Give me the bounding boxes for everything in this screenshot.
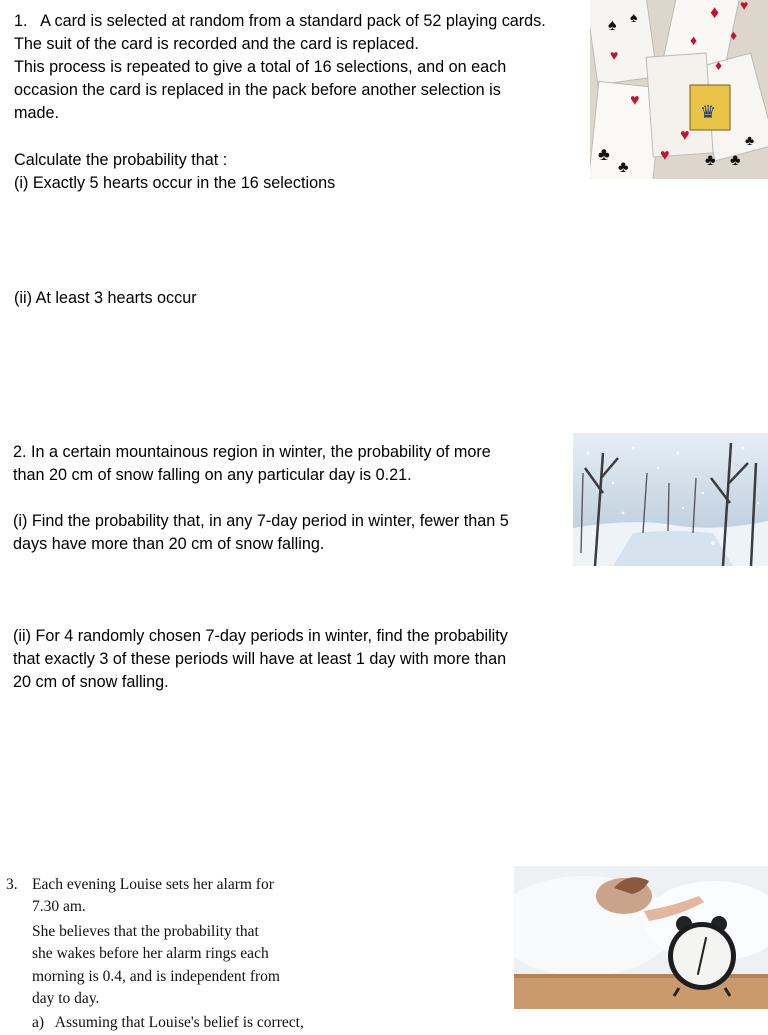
q1-part-i: (i) Exactly 5 hearts occur in the 16 selections bbox=[14, 174, 336, 192]
q3-line-3: She believes that the probability that bbox=[32, 923, 259, 940]
q3-line-2: 7.30 am. bbox=[32, 898, 86, 915]
svg-text:♣: ♣ bbox=[618, 159, 629, 176]
q3-line-1: Each evening Louise sets her alarm for bbox=[32, 876, 274, 893]
svg-text:♦: ♦ bbox=[715, 57, 723, 73]
q2-part-ii-line-2: that exactly 3 of these periods will have at least 1 day with more than bbox=[13, 650, 507, 668]
svg-text:♣: ♣ bbox=[745, 132, 755, 148]
q2-part-ii-line-1: (ii) For 4 randomly chosen 7-day periods in winter, find the probability bbox=[13, 627, 508, 645]
snowy-forest-icon bbox=[573, 433, 768, 566]
svg-text:♣: ♣ bbox=[598, 144, 610, 164]
q2-part-ii-line-3: 20 cm of snow falling. bbox=[13, 673, 169, 691]
q1-line-2: The suit of the card is recorded and the card is replaced. bbox=[14, 35, 419, 53]
q3-line-7: a) Assuming that Louise's belief is correct, bbox=[32, 1014, 304, 1031]
q2-line-2: than 20 cm of snow falling on any particular day is 0.21. bbox=[13, 466, 412, 484]
svg-text:♠: ♠ bbox=[608, 17, 617, 34]
svg-text:♥: ♥ bbox=[660, 147, 670, 164]
playing-cards-image bbox=[590, 0, 768, 179]
svg-text:♠: ♠ bbox=[630, 9, 638, 25]
svg-text:♦: ♦ bbox=[730, 27, 738, 43]
q2-part-i-line-1: (i) Find the probability that, in any 7-day period in winter, fewer than 5 bbox=[13, 512, 509, 530]
alarm-clock-icon bbox=[514, 866, 768, 1009]
svg-text:♛: ♛ bbox=[700, 102, 717, 122]
playing-cards-icon bbox=[590, 0, 768, 179]
svg-text:♣: ♣ bbox=[705, 152, 716, 169]
q1-line-5: made. bbox=[14, 104, 59, 122]
snowy-forest-image bbox=[573, 433, 768, 566]
q3-number: 3. bbox=[6, 876, 18, 893]
q3-line-6: day to day. bbox=[32, 990, 100, 1007]
svg-text:♥: ♥ bbox=[610, 47, 619, 63]
q3-line-5: morning is 0.4, and is independent from bbox=[32, 968, 280, 985]
svg-text:♦: ♦ bbox=[710, 2, 720, 22]
q2-part-i-line-2: days have more than 20 cm of snow falling. bbox=[13, 535, 325, 553]
q1-prompt: Calculate the probability that : bbox=[14, 151, 228, 169]
svg-text:♦: ♦ bbox=[690, 32, 698, 48]
q2-line-1: 2. In a certain mountainous region in winter, the probability of more bbox=[13, 443, 491, 461]
q1-line-4: occasion the card is replaced in the pack before another selection is bbox=[14, 81, 501, 99]
alarm-clock-image bbox=[514, 866, 768, 1009]
q1-part-ii: (ii) At least 3 hearts occur bbox=[14, 289, 197, 307]
svg-text:♣: ♣ bbox=[730, 152, 741, 169]
q1-line-3: This process is repeated to give a total of 16 selections, and on each bbox=[14, 58, 507, 76]
svg-text:♥: ♥ bbox=[680, 127, 690, 144]
svg-text:♥: ♥ bbox=[630, 92, 640, 109]
q3-line-4: she wakes before her alarm rings each bbox=[32, 945, 269, 962]
q1-line-1: 1. A card is selected at random from a standard pack of 52 playing cards. bbox=[14, 12, 546, 30]
svg-text:♥: ♥ bbox=[740, 0, 749, 13]
